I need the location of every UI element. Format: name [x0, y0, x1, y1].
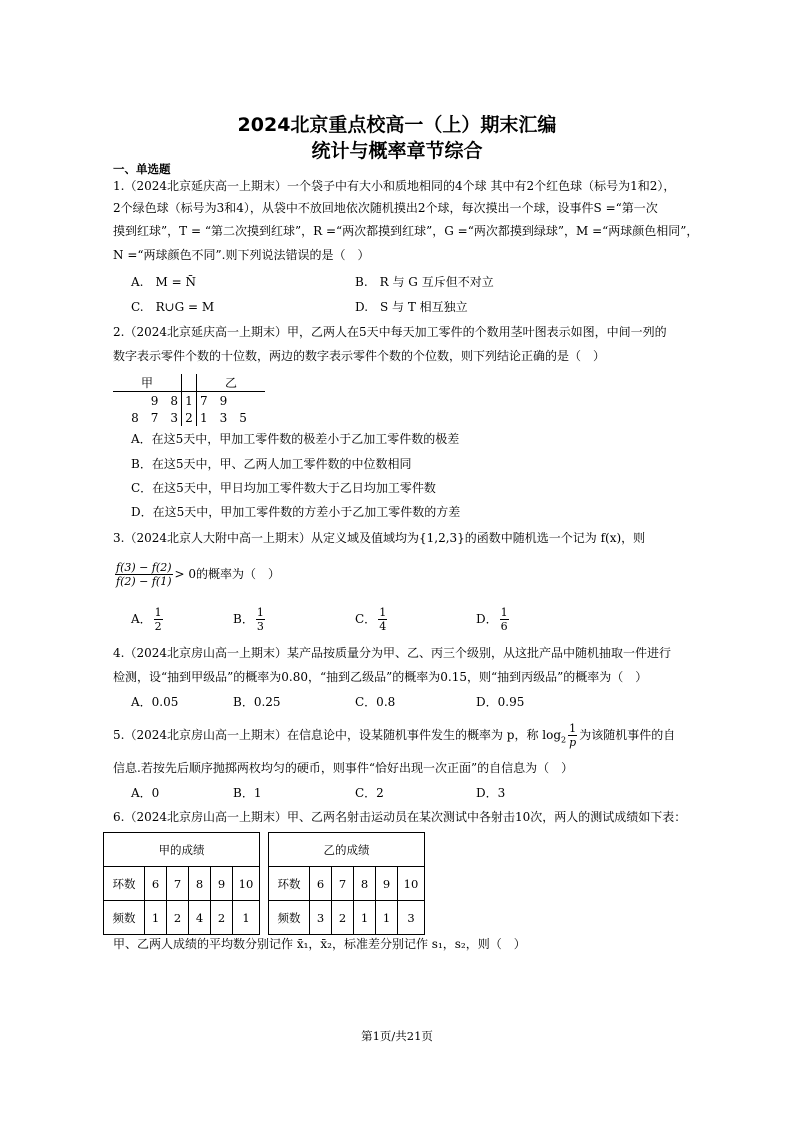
q5-fraction [568, 722, 577, 749]
q6-line2: 甲、乙两人成绩的平均数分别记作 x̄₁，x̄₂，标准差分别记作 s₁，s₂，则（ ） [113, 937, 526, 951]
q3-option-a [131, 606, 165, 633]
q3-option-a-frac [154, 606, 163, 633]
q1-option-a: A. M = N̄ [131, 275, 196, 289]
q3-option-c-frac [378, 606, 387, 633]
q5-line2: 信息.若按先后顺序抛掷两枚均匀的硬币，则事件“恰好出现一次正面”的自信息为（ ） [113, 761, 574, 775]
stem-row1-left: 9 8 [150, 394, 178, 408]
q3-option-b [233, 606, 267, 633]
q2-line2: 数字表示零件个数的十位数，两边的数字表示零件个数的个位数，则下列结论正确的是（ ） [113, 349, 606, 363]
doc-subtitle: 统计与概率章节综合 [311, 140, 483, 162]
q3-a-den: 2 [154, 620, 162, 633]
q4-option-c: C．0.8 [355, 695, 396, 709]
stem-row2-left: 8 7 3 [131, 411, 178, 425]
q6-yi-ring: 7 [332, 867, 354, 901]
q5-option-d: D．3 [476, 786, 506, 800]
section-heading: 一、单选题 [113, 162, 171, 176]
q6-jia-rings-label: 环数 [104, 867, 145, 901]
q1-option-d: D. S 与 T 相互独立 [355, 300, 468, 314]
q5-frac-num: 1 [569, 722, 577, 735]
q1-line4: N =“两球颜色不同”.则下列说法错误的是（ ） [113, 248, 370, 262]
q3-option-a-label: A． [131, 612, 152, 626]
q3-option-d-label: D． [476, 612, 498, 626]
q3-d-den: 6 [500, 620, 508, 633]
q1-option-b: B. R 与 G 互斥但不对立 [355, 275, 494, 289]
q3-d-num: 1 [500, 606, 508, 619]
q4-line2: 检测，设“抽到甲级品”的概率为0.80，“抽到乙级品”的概率为0.15，则“抽到丙级品”的概率为（ ） [113, 670, 648, 684]
q3-line2-tail: > 0的概率为（ ） [174, 567, 281, 581]
stem-leaf-plot [113, 374, 265, 426]
q6-jia-ring: 6 [145, 867, 167, 901]
q6-line1: 6.（2024北京房山高一上期末）甲、乙两名射击运动员在某次测试中各射击10次，两人的测试成绩如下表： [113, 810, 687, 824]
q5-option-b: B．1 [233, 786, 262, 800]
q6-table-gap [260, 867, 269, 901]
q6-jia-ring: 10 [233, 867, 260, 901]
q3-option-d [476, 606, 511, 633]
q6-yi-freq: 3 [310, 901, 332, 935]
q3-option-c [355, 606, 389, 633]
q6-score-table [103, 832, 425, 935]
q5-line1-tail: 为该随机事件的自 [579, 728, 676, 742]
q6-yi-rings-label: 环数 [269, 867, 310, 901]
q3-c-num: 1 [379, 606, 387, 619]
stem-header-left: 甲 [113, 374, 182, 392]
stem-row1-stem: 1 [182, 392, 197, 410]
q1-line2: 2个绿色球（标号为3和4），从袋中不放回地依次随机摸出2个球，每次摸出一个球，设事件S =“第一次 [113, 201, 658, 215]
q6-yi-freq: 1 [354, 901, 376, 935]
q4-option-d: D．0.95 [476, 695, 525, 709]
stem-row1-right: 7 9 [200, 394, 228, 408]
q2-line1: 2.（2024北京延庆高一上期末）甲，乙两人在5天中每天加工零件的个数用茎叶图表示如图，中间一列的 [113, 325, 667, 339]
q5-frac-den: p [569, 736, 577, 749]
q6-jia-freq-label: 频数 [104, 901, 145, 935]
q6-jia-freq: 2 [211, 901, 233, 935]
doc-title: 2024北京重点校高一（上）期末汇编 [237, 114, 557, 136]
q3-line2 [113, 561, 280, 588]
q2-option-a: A．在这5天中，甲加工零件数的极差小于乙加工零件数的极差 [131, 432, 460, 446]
q4-option-a: A．0.05 [131, 695, 179, 709]
q6-jia-ring: 8 [189, 867, 211, 901]
q6-jia-ring: 9 [211, 867, 233, 901]
q1-option-c: C. R∪G = M [131, 300, 215, 314]
q6-yi-freq: 3 [398, 901, 425, 935]
q2-option-d: D．在这5天中，甲加工零件数的方差小于乙加工零件数的方差 [131, 505, 461, 519]
q6-yi-freq-label: 频数 [269, 901, 310, 935]
q6-jia-title: 甲的成绩 [104, 833, 260, 867]
q6-jia-ring: 7 [167, 867, 189, 901]
q3-option-b-frac [256, 606, 265, 633]
stem-header-stem [182, 374, 197, 392]
q6-yi-freq: 2 [332, 901, 354, 935]
q6-yi-ring: 6 [310, 867, 332, 901]
q3-option-c-label: C． [355, 612, 377, 626]
q3-probability-fraction [115, 561, 173, 588]
q5-option-a: A．0 [131, 786, 160, 800]
page-footer: 第1页/共21页 [361, 1029, 433, 1043]
q6-yi-ring: 8 [354, 867, 376, 901]
q6-yi-title: 乙的成绩 [269, 833, 425, 867]
q3-c-den: 4 [379, 620, 387, 633]
q5-line1-head: 5.（2024北京房山高一上期末）在信息论中，设某随机事件发生的概率为 p，称 log [113, 728, 562, 742]
q6-jia-freq: 1 [233, 901, 260, 935]
q3-frac-den: f(2) − f(1) [116, 575, 172, 588]
q5-line1 [113, 722, 675, 749]
q6-jia-freq: 1 [145, 901, 167, 935]
q3-line1: 3.（2024北京人大附中高一上期末）从定义域及值域均为{1,2,3}的函数中随机选一个记为 f(x)，则 [113, 531, 646, 545]
q6-jia-freq: 2 [167, 901, 189, 935]
stem-row2-right: 1 3 5 [200, 411, 247, 425]
q2-option-c: C．在这5天中，甲日均加工零件数大于乙日均加工零件数 [131, 481, 436, 495]
stem-row2-stem: 2 [182, 409, 197, 426]
q1-line3: 摸到红球”，T = “第二次摸到红球”，R =“两次都摸到红球”，G =“两次都摸到绿球”，M =“两球颜色相同”， [113, 224, 699, 238]
q6-yi-freq: 1 [376, 901, 398, 935]
q5-log-base: 2 [561, 735, 567, 745]
q3-a-num: 1 [154, 606, 162, 619]
q3-b-den: 3 [256, 620, 264, 633]
q4-line1: 4.（2024北京房山高一上期末）某产品按质量分为甲、乙、丙三个级别，从这批产品中随机抽取一件进行 [113, 646, 671, 660]
q6-table-gap [260, 833, 269, 867]
q6-yi-ring: 10 [398, 867, 425, 901]
q3-option-b-label: B． [233, 612, 254, 626]
q4-option-b: B．0.25 [233, 695, 281, 709]
q5-option-c: C．2 [355, 786, 384, 800]
q6-jia-freq: 4 [189, 901, 211, 935]
q3-b-num: 1 [256, 606, 264, 619]
stem-header-right: 乙 [197, 374, 266, 392]
q6-yi-ring: 9 [376, 867, 398, 901]
q3-option-d-frac [500, 606, 509, 633]
q2-option-b: B．在这5天中，甲、乙两人加工零件数的中位数相同 [131, 457, 412, 471]
q6-table-gap [260, 901, 269, 935]
q3-frac-num: f(3) − f(2) [116, 561, 172, 574]
q1-line1: 1.（2024北京延庆高一上期末）一个袋子中有大小和质地相同的4个球 其中有2个红色球（标号为1和2）， [113, 179, 676, 193]
